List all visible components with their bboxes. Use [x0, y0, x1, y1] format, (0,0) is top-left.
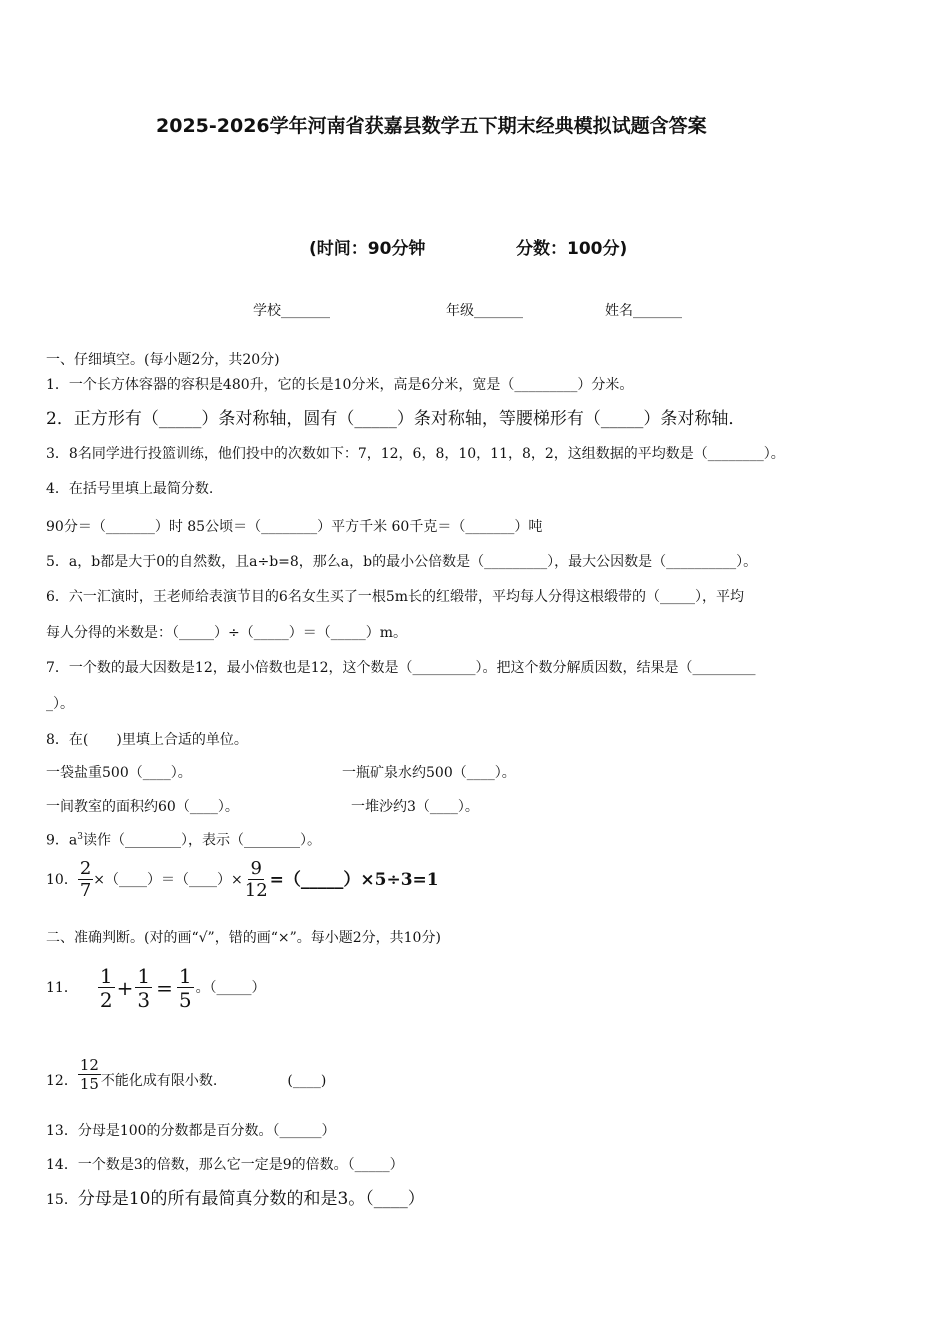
- question-7-line-2: _）。: [46, 696, 74, 712]
- question-15-text: 分母是10的所有最简真分数的和是3。（____）: [77, 1189, 425, 1209]
- question-2: 2．正方形有（_____）条对称轴，圆有（_____）条对称轴，等腰梯形有（_____）条对称轴．: [46, 409, 746, 429]
- fraction-denominator: 15: [79, 1075, 99, 1093]
- exam-score: 分数：100分): [516, 239, 628, 259]
- question-5: 5．a，b都是大于0的自然数，且a÷b=8，那么a，b的最小公倍数是（_________），最大公因数是（__________）。: [46, 554, 758, 570]
- fraction-numerator: 1: [178, 964, 192, 988]
- question-10-end: =（_____）×5÷3=1: [269, 869, 439, 890]
- fraction-denominator: 12: [244, 880, 268, 901]
- section-2-heading: 二、准确判断。(对的画“√”，错的画“×”。每小题2分，共10分): [46, 930, 441, 946]
- question-11-blank: 。（_____）: [195, 980, 266, 996]
- fraction-1-5: [177, 966, 194, 1010]
- question-1: 1．一个长方体容器的容积是480升，它的长是10分米，高是6分米，宽是（_________）分米。: [46, 377, 634, 393]
- fraction-denominator: 3: [137, 988, 151, 1012]
- question-4-items: 90分＝（_______）时 85公顷＝（________）平方千米 60千克＝（_______）吨: [46, 519, 543, 535]
- question-12: [46, 1056, 327, 1093]
- question-3: 3．8名同学进行投篮训练，他们投中的次数如下：7，12，6，8，10，11，8，2，这组数据的平均数是（________）。: [46, 446, 785, 462]
- fraction-numerator: 12: [79, 1056, 99, 1074]
- question-8-item-c: 一间教室的面积约60（____）。: [46, 799, 239, 815]
- equals-sign: =: [156, 976, 173, 1000]
- question-12-number: 12．: [46, 1073, 78, 1089]
- fraction-numerator: 1: [99, 964, 113, 988]
- fraction-numerator: 9: [250, 858, 262, 879]
- page-title: 2025-2026学年河南省获嘉县数学五下期末经典模拟试题含答案: [156, 115, 707, 137]
- question-4: 4．在括号里填上最简分数.: [46, 481, 214, 497]
- question-11: [46, 966, 266, 1010]
- question-6-line-2: 每人分得的米数是：（_____）÷（_____）＝（_____）m。: [46, 625, 408, 641]
- school-field: 学校_______: [253, 303, 330, 319]
- fraction-12-15: [78, 1058, 101, 1092]
- question-6-line-1: 6．六一汇演时，王老师给表演节目的6名女生买了一根5m长的红缎带，平均每人分得这根缎带的（_____），平均: [46, 589, 744, 605]
- grade-field: 年级_______: [446, 303, 523, 319]
- fraction-numerator: 2: [79, 858, 92, 879]
- fraction-9-12: [243, 860, 270, 900]
- question-11-number: 11．: [46, 980, 78, 996]
- question-9-prefix: 9．a: [46, 832, 78, 849]
- question-9-text: 读作（________），表示（________）。: [83, 832, 321, 849]
- exam-time: (时间：90分钟: [309, 239, 426, 259]
- question-8-item-b: 一瓶矿泉水约500（____）。: [342, 765, 516, 781]
- question-9-exponent: 3: [77, 832, 83, 842]
- fraction-1-3: [135, 966, 152, 1010]
- fraction-2-7: [78, 860, 93, 900]
- question-8-item-a: 一袋盐重500（____）。: [46, 765, 192, 781]
- fraction-denominator: 7: [79, 880, 92, 901]
- question-14: 14．一个数是3的倍数，那么它一定是9的倍数。（_____）: [46, 1157, 404, 1173]
- name-field: 姓名_______: [605, 303, 682, 319]
- question-13: 13．分母是100的分数都是百分数。（______）: [46, 1123, 336, 1139]
- question-10-number: 10．: [46, 872, 78, 888]
- question-9: [46, 833, 321, 848]
- question-8-item-d: 一堆沙约3（____）。: [351, 799, 479, 815]
- question-15-number: 15．: [46, 1192, 78, 1208]
- section-1-heading: 一、仔细填空。(每小题2分，共20分): [46, 352, 280, 368]
- fraction-1-2: [98, 966, 115, 1010]
- question-10-middle: ×（____）＝（____）×: [93, 872, 243, 888]
- plus-sign: +: [116, 976, 134, 1000]
- fraction-denominator: 5: [178, 988, 192, 1012]
- question-12-text: 不能化成有限小数.: [100, 1073, 218, 1089]
- question-10: [46, 860, 439, 900]
- question-7-line-1: 7．一个数的最大因数是12，最小倍数也是12，这个数是（_________）。把这个数分解质因数，结果是（_________: [46, 660, 756, 676]
- fraction-numerator: 1: [137, 964, 151, 988]
- question-8: 8．在( )里填上合适的单位。: [46, 732, 248, 748]
- question-12-blank: (____): [287, 1073, 327, 1089]
- question-15: [46, 1191, 425, 1208]
- fraction-denominator: 2: [99, 988, 113, 1012]
